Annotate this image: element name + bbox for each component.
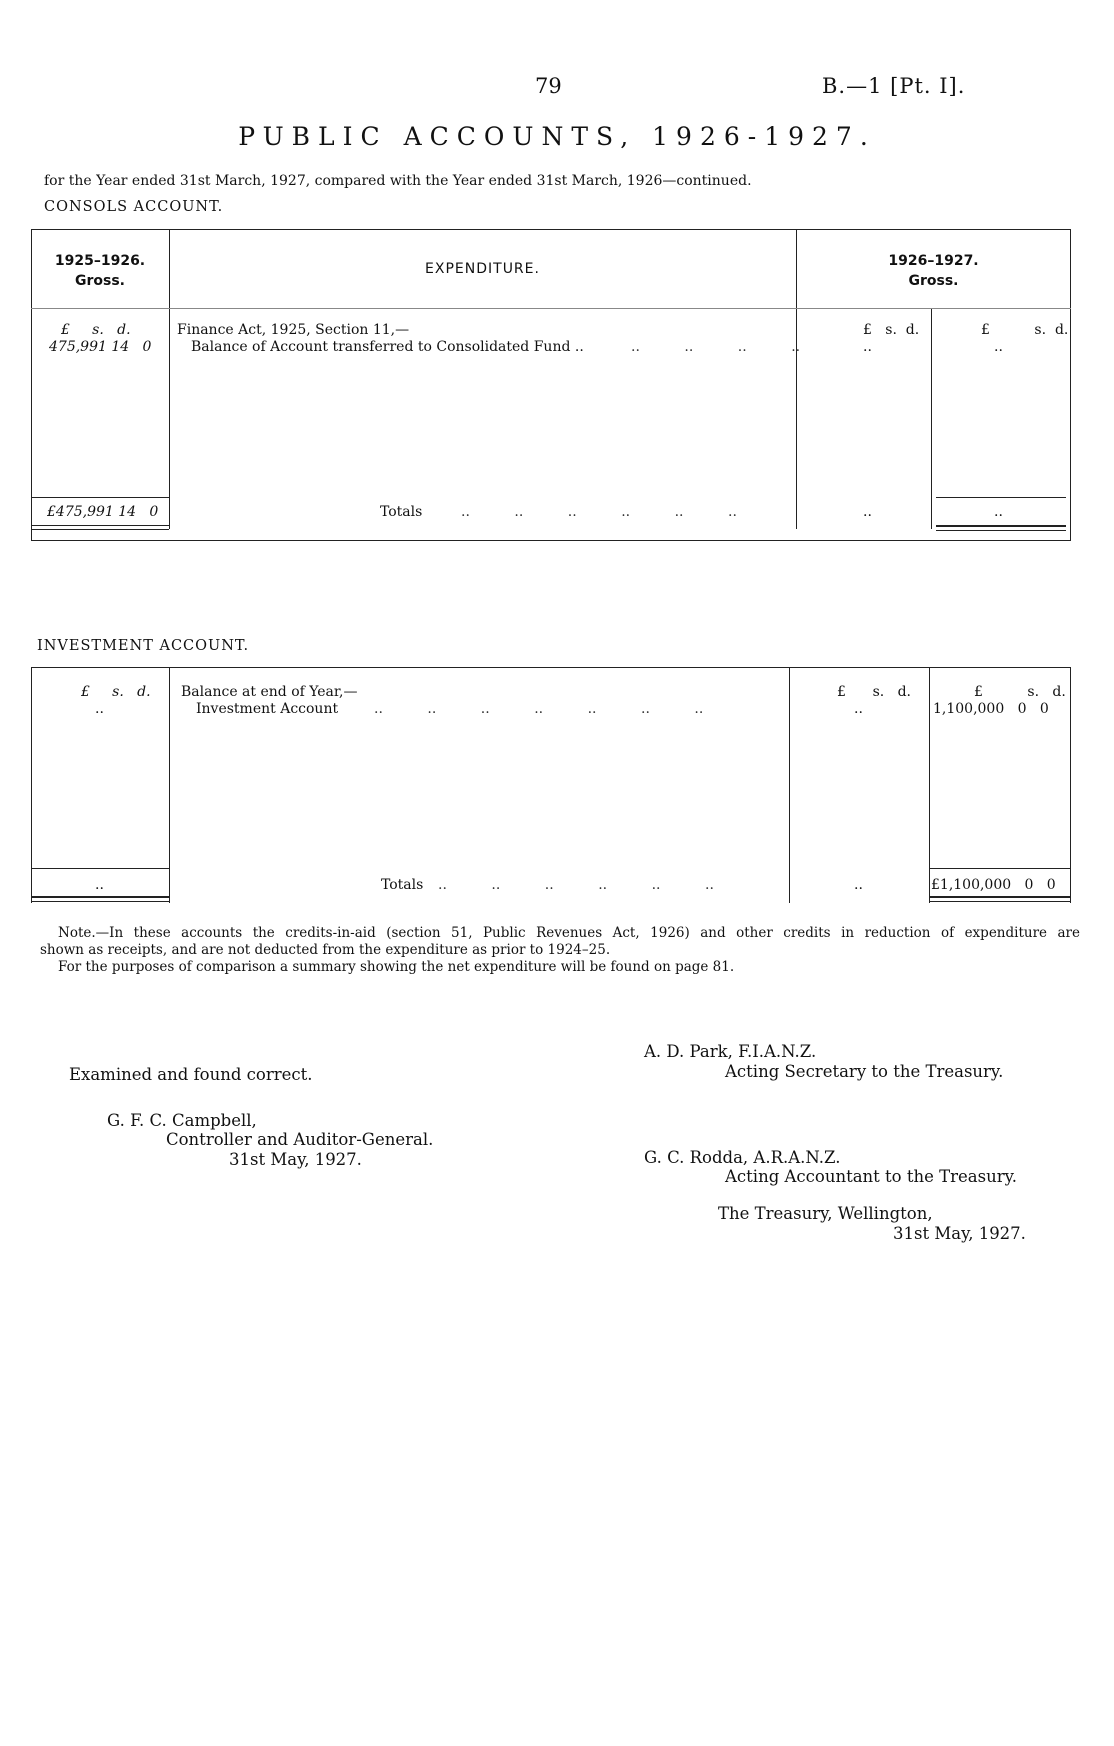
consols-row2-a: .. (863, 339, 872, 355)
consols-prev-sum-rule (31, 497, 169, 498)
consols-totals-prev: £475,991 14 0 (47, 504, 159, 520)
footnote-line-2: shown as receipts, and are not deducted from the expenditure as prior to 1924–25. (40, 942, 611, 958)
consols-totals-b: .. (994, 504, 1003, 520)
consols-b-double-rule-2 (936, 530, 1066, 531)
accountant-title: Acting Accountant to the Treasury. (725, 1167, 1017, 1186)
investment-row2-b: 1,100,000 0 0 (933, 701, 1049, 717)
investment-section-title: INVESTMENT ACCOUNT. (37, 638, 250, 654)
investment-currency-b: £ s. d. (974, 684, 1066, 700)
investment-currency-a: £ s. d. (837, 684, 912, 700)
consols-expenditure-header: EXPENDITURE. (425, 261, 540, 277)
consols-curr-gross: Gross. (908, 273, 959, 289)
investment-prev-sum-rule (31, 868, 169, 869)
accountant-name: G. C. Rodda, A.R.A.N.Z. (644, 1148, 841, 1167)
investment-divider-1 (169, 667, 170, 903)
consols-divider-3 (931, 309, 932, 529)
investment-b-double-rule-1 (929, 896, 1070, 898)
auditor-title: Controller and Auditor-General. (166, 1130, 434, 1149)
consols-top-rule (31, 229, 1071, 230)
consols-header-rule (31, 308, 1071, 309)
consols-bottom-rule (31, 540, 1071, 541)
investment-totals-dots: .. .. .. .. .. .. (438, 877, 714, 893)
consols-section-title: CONSOLS ACCOUNT. (44, 199, 224, 215)
investment-totals-label: Totals (381, 877, 424, 893)
document-reference: B.—1 [Pt. I]. (822, 74, 966, 98)
secretary-name: A. D. Park, F.I.A.N.Z. (644, 1042, 817, 1061)
consols-curr-year-header (796, 251, 1071, 291)
investment-row2-a: .. (854, 701, 863, 717)
investment-divider-2 (789, 667, 790, 903)
consols-row2-dots: .. .. .. .. (631, 339, 801, 355)
consols-row2-prev-amount: 475,991 14 0 (49, 339, 152, 355)
investment-currency-prev: £ s. d. (81, 684, 151, 700)
investment-b-sum-rule (929, 868, 1070, 869)
consols-currency-b: £ s. d. (981, 322, 1069, 338)
investment-top-rule (31, 667, 1071, 668)
signature-place-date: 31st May, 1927. (893, 1224, 1026, 1243)
footnote-line-3: For the purposes of comparison a summary showing the net expenditure will be found on page 81. (58, 959, 735, 975)
consols-totals-dots: .. .. .. .. .. .. (461, 504, 737, 520)
consols-currency-prev: £ s. d. (61, 322, 131, 338)
consols-prev-year-header (31, 251, 169, 291)
investment-prev-double-rule-2 (31, 901, 169, 902)
investment-totals-b: £1,100,000 0 0 (931, 877, 1056, 893)
consols-row2-b: .. (994, 339, 1003, 355)
investment-row2-dots: .. .. .. .. .. .. .. (374, 701, 704, 717)
examined-statement: Examined and found correct. (69, 1065, 313, 1084)
investment-row2-prev: .. (95, 701, 104, 717)
consols-prev-year: 1925–1926. (54, 253, 146, 269)
investment-row2-label: Investment Account (196, 701, 339, 717)
investment-totals-a: .. (854, 877, 863, 893)
investment-totals-prev: .. (95, 877, 104, 893)
auditor-name: G. F. C. Campbell, (107, 1111, 257, 1130)
consols-b-double-rule-1 (936, 525, 1066, 527)
investment-b-double-rule-2 (929, 901, 1070, 902)
consols-curr-year: 1926–1927. (888, 253, 979, 269)
secretary-title: Acting Secretary to the Treasury. (725, 1062, 1004, 1081)
consols-table (31, 229, 1071, 541)
page-number: 79 (535, 74, 562, 98)
consols-prev-double-rule-2 (31, 529, 169, 530)
consols-totals-a: .. (863, 504, 872, 520)
investment-right-border (1070, 667, 1071, 903)
investment-row1-label: Balance at end of Year,— (181, 684, 358, 700)
consols-row1-label: Finance Act, 1925, Section 11,— (177, 322, 410, 338)
page-title: PUBLIC ACCOUNTS, 1926-1927. (238, 122, 876, 151)
footnote-line-1: Note.—In these accounts the credits-in-aid (section 51, Public Revenues Act, 1926) and other credits in reduction of expenditure are (58, 925, 1080, 941)
consols-totals-label: Totals (380, 504, 423, 520)
consols-row2-label: Balance of Account transferred to Consolidated Fund .. (191, 339, 584, 355)
consols-b-sum-rule (936, 497, 1066, 498)
investment-prev-double-rule-1 (31, 896, 169, 898)
auditor-date: 31st May, 1927. (229, 1150, 362, 1169)
consols-currency-a: £ s. d. (863, 322, 920, 338)
page-subtitle: for the Year ended 31st March, 1927, compared with the Year ended 31st March, 1926—continued. (44, 173, 752, 189)
consols-prev-double-rule-1 (31, 525, 169, 526)
consols-prev-gross: Gross. (75, 273, 125, 289)
footnote (40, 925, 1080, 976)
investment-table (31, 667, 1071, 903)
signature-place: The Treasury, Wellington, (718, 1204, 933, 1223)
